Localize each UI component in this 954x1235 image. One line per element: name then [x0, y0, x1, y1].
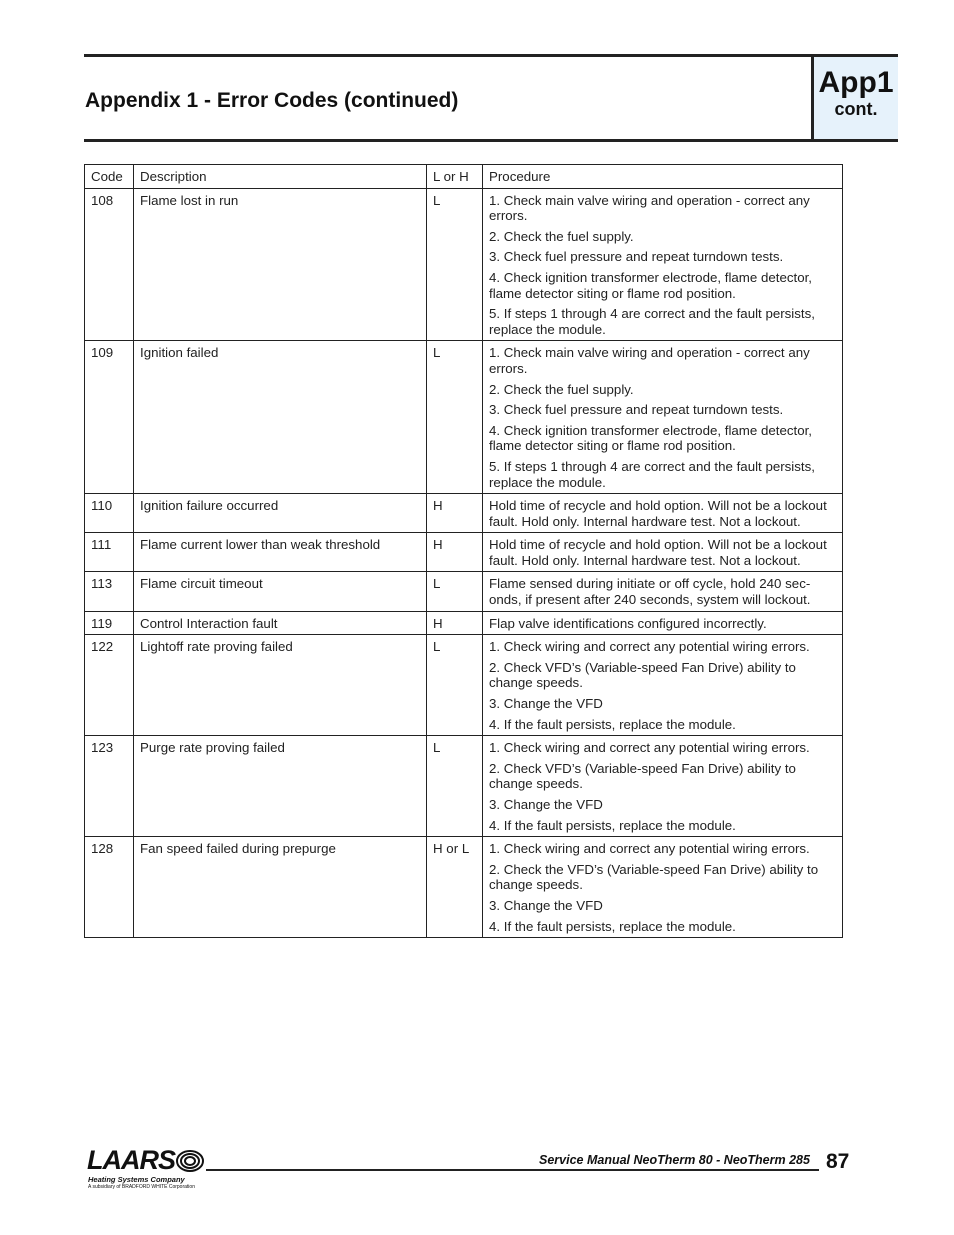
table-row: [85, 635, 843, 736]
table-row: [85, 572, 843, 611]
procedure-cell: [483, 635, 843, 736]
procedure-step: 3. Check fuel pressure and repeat turndown tests.: [489, 402, 784, 418]
procedure-cell: [483, 572, 843, 611]
procedure-step: 2. Check VFD’s (Variable-speed Fan Drive) ability to change speeds.: [489, 659, 796, 691]
error-description-cell: Fan speed failed during prepurge: [134, 837, 427, 938]
error-code-cell: 119: [85, 611, 134, 635]
laars-logo: [87, 1146, 212, 1191]
procedure-cell: [483, 736, 843, 837]
procedure-step: Flap valve identifications configured incorrectly.: [489, 615, 767, 631]
procedure-step: 4. Check ignition transformer electrode, flame detector, flame detector siting or flame rod position.: [489, 269, 812, 301]
procedure-step: 3. Change the VFD: [489, 696, 603, 712]
error-description-cell: Purge rate proving failed: [134, 736, 427, 837]
procedure-cell: [483, 494, 843, 533]
error-level-cell: H: [427, 611, 483, 635]
procedure-step: Flame sensed during initiate or off cycle, hold 240 sec-onds, if present after 240 seconds, system will lockout.: [489, 576, 811, 608]
page-number: 87: [826, 1150, 850, 1173]
procedure-step: 1. Check wiring and correct any potential wiring errors.: [489, 740, 810, 756]
error-level-cell: H: [427, 494, 483, 533]
procedure-step: 2. Check the fuel supply.: [489, 381, 634, 397]
error-code-cell: 123: [85, 736, 134, 837]
procedure-step: 2. Check VFD’s (Variable-speed Fan Drive) ability to change speeds.: [489, 760, 796, 792]
error-description-cell: Ignition failure occurred: [134, 494, 427, 533]
error-code-cell: 122: [85, 635, 134, 736]
procedure-step: 4. If the fault persists, replace the module.: [489, 716, 736, 732]
header-bottom-rule: [84, 139, 898, 142]
error-description-cell: Ignition failed: [134, 341, 427, 494]
table-row: [85, 533, 843, 572]
column-header-level: L or H: [427, 165, 483, 189]
procedure-cell: [483, 533, 843, 572]
procedure-step: Hold time of recycle and hold option. Will not be a lockout fault. Hold only. Internal hardware test. Not a lockout.: [489, 498, 827, 529]
page-title: Appendix 1 - Error Codes (continued): [85, 89, 459, 112]
procedure-step: 5. If steps 1 through 4 are correct and the fault persists, replace the module.: [489, 306, 815, 337]
footer-rule: [206, 1169, 819, 1171]
error-level-cell: L: [427, 736, 483, 837]
error-level-cell: L: [427, 635, 483, 736]
error-code-cell: 108: [85, 188, 134, 341]
error-level-cell: H: [427, 533, 483, 572]
procedure-cell: [483, 188, 843, 341]
error-description-cell: Control Interaction fault: [134, 611, 427, 635]
error-description-cell: Flame lost in run: [134, 188, 427, 341]
table-row: [85, 611, 843, 635]
table-row: [85, 188, 843, 341]
section-tab-label: App1: [818, 66, 894, 99]
manual-title: Service Manual NeoTherm 80 - NeoTherm 285: [539, 1153, 810, 1167]
error-code-cell: 110: [85, 494, 134, 533]
procedure-step: 3. Change the VFD: [489, 797, 603, 812]
section-tab: [811, 57, 898, 139]
error-description-cell: Flame current lower than weak threshold: [134, 533, 427, 572]
table-row: [85, 494, 843, 533]
header-top-rule: [84, 54, 898, 57]
procedure-step: Hold time of recycle and hold option. Will not be a lockout fault. Hold only. Internal hardware test. Not a lockout.: [489, 537, 827, 568]
procedure-step: 1. Check wiring and correct any potential wiring errors.: [489, 639, 810, 655]
procedure-step: 4. Check ignition transformer electrode, flame detector, flame detector siting or flame rod position.: [489, 422, 812, 454]
procedure-cell: [483, 611, 843, 635]
logo-wordmark: LAARS: [87, 1145, 175, 1175]
section-tab-sublabel: cont.: [834, 99, 878, 119]
procedure-step: 1. Check main valve wiring and operation - correct any errors.: [489, 192, 810, 224]
error-code-cell: 111: [85, 533, 134, 572]
error-level-cell: L: [427, 572, 483, 611]
table-row: [85, 736, 843, 837]
error-level-cell: L: [427, 188, 483, 341]
procedure-step: 3. Change the VFD: [489, 897, 603, 913]
logo-swirl-icon: [175, 1149, 205, 1173]
procedure-step: 1. Check wiring and correct any potential wiring errors.: [489, 841, 810, 857]
logo-subtitle: Heating Systems Company: [88, 1175, 185, 1184]
error-codes-table: [84, 164, 843, 938]
procedure-step: 2. Check the VFD’s (Variable-speed Fan Drive) ability to change speeds.: [489, 861, 819, 893]
procedure-cell: [483, 837, 843, 938]
logo-tagline: A subsidiary of BRADFORD WHITE Corporation: [88, 1184, 195, 1190]
error-code-cell: 128: [85, 837, 134, 938]
error-code-cell: 109: [85, 341, 134, 494]
procedure-step: 4. If the fault persists, replace the module.: [489, 918, 736, 934]
procedure-step: 2. Check the fuel supply.: [489, 228, 634, 244]
table-header-row: [85, 165, 843, 189]
error-description-cell: Flame circuit timeout: [134, 572, 427, 611]
procedure-step: 4. If the fault persists, replace the module.: [489, 817, 736, 833]
procedure-step: 3. Check fuel pressure and repeat turndown tests.: [489, 249, 784, 265]
table-row: [85, 341, 843, 494]
error-level-cell: L: [427, 341, 483, 494]
table-row: [85, 837, 843, 938]
error-level-cell: H or L: [427, 837, 483, 938]
procedure-step: 5. If steps 1 through 4 are correct and the fault persists, replace the module.: [489, 458, 815, 490]
procedure-cell: [483, 341, 843, 494]
error-description-cell: Lightoff rate proving failed: [134, 635, 427, 736]
column-header-procedure: Procedure: [483, 165, 843, 189]
error-code-cell: 113: [85, 572, 134, 611]
procedure-step: 1. Check main valve wiring and operation - correct any errors.: [489, 345, 810, 376]
column-header-code: Code: [85, 165, 134, 189]
column-header-description: Description: [134, 165, 427, 189]
